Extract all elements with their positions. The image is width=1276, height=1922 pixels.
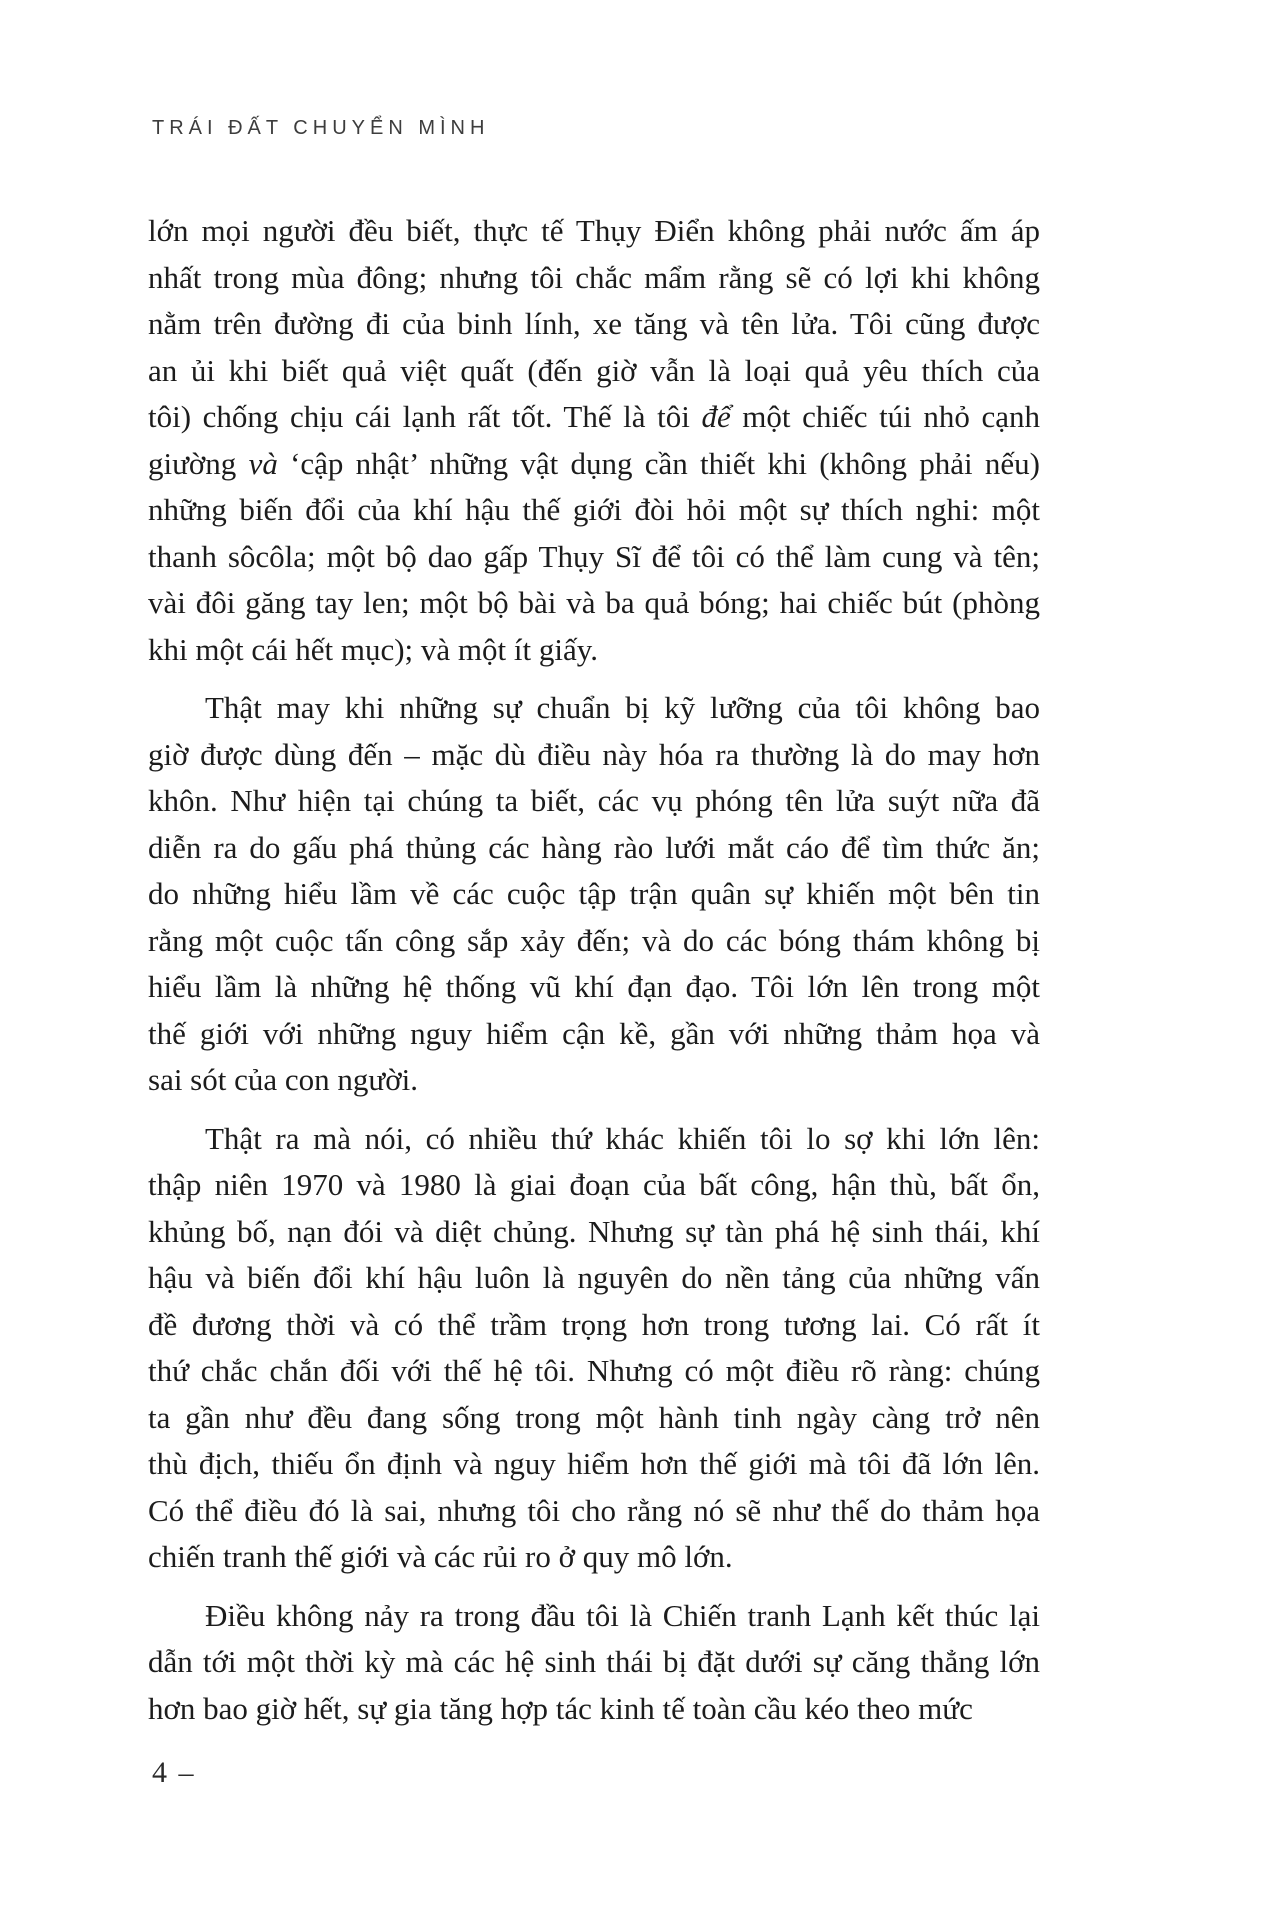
text-run: nằm trên đường đi của binh lính, xe tăng và tên lửa. Tôi cũng được: [148, 306, 1040, 341]
text-run: lớn mọi người đều biết, thực tế Thụy Điển không phải nước ấm áp: [148, 213, 1040, 248]
text-run: một chiếc túi nhỏ cạnh: [730, 399, 1040, 434]
text-line: [148, 208, 1040, 255]
text-run: những biến đổi của khí hậu thế giới đòi hỏi một sự thích nghi: một: [148, 492, 1040, 527]
text-line: [148, 1593, 1040, 1640]
text-line: [148, 918, 1040, 965]
text-line: [148, 348, 1040, 395]
text-run: thanh sôcôla; một bộ dao gấp Thụy Sĩ để tôi có thể làm cung và tên;: [148, 538, 1040, 574]
text-line: [148, 1209, 1040, 1256]
text-line: [148, 301, 1040, 348]
paragraph: [148, 208, 1040, 673]
text-run: vài đôi găng tay len; một bộ bài và ba quả bóng; hai chiếc bút (phòng: [148, 585, 1040, 620]
text-line: [148, 685, 1040, 732]
text-run: giờ được dùng đến – mặc dù điều này hóa ra thường là do may hơn: [148, 736, 1040, 772]
text-line: [148, 255, 1040, 302]
text-run: tôi) chống chịu cái lạnh rất tốt. Thế là tôi: [148, 399, 702, 434]
text-line: [148, 778, 1040, 825]
text-line: [148, 441, 1040, 488]
text-line: [148, 394, 1040, 441]
text-run: an ủi khi biết quả việt quất (đến giờ vẫn là loại quả yêu thích của: [148, 352, 1040, 388]
text-run: thập niên 1970 và 1980 là giai đoạn của bất công, hận thù, bất ổn,: [148, 1167, 1040, 1202]
text-run: hiểu lầm là những hệ thống vũ khí đạn đạo. Tôi lớn lên trong một: [148, 969, 1040, 1004]
text-run: do những hiểu lầm về các cuộc tập trận quân sự khiến một bên tin: [148, 876, 1040, 911]
emphasized-text: để: [701, 399, 731, 434]
text-line: [148, 1255, 1040, 1302]
text-run: Thật ra mà nói, có nhiều thứ khác khiến tôi lo sợ khi lớn lên:: [205, 1120, 1040, 1156]
body-text: [148, 208, 1040, 1732]
text-line: [148, 580, 1040, 627]
text-run: hậu và biến đổi khí hậu luôn là nguyên do nền tảng của những vấn: [148, 1260, 1040, 1295]
paragraph: [148, 685, 1040, 1104]
running-head: TRÁI ĐẤT CHUYỂN MÌNH: [152, 117, 490, 139]
text-line: [148, 1686, 1040, 1733]
text-line: [148, 534, 1040, 581]
text-line: [148, 487, 1040, 534]
text-line: [148, 1348, 1040, 1395]
text-run: thứ chắc chắn đối với thế hệ tôi. Nhưng có một điều rõ ràng: chúng: [148, 1353, 1040, 1388]
text-run: giường: [148, 445, 249, 481]
text-line: [148, 732, 1040, 779]
paragraph: [148, 1116, 1040, 1581]
text-run: dẫn tới một thời kỳ mà các hệ sinh thái bị đặt dưới sự căng thẳng lớn: [148, 1644, 1040, 1679]
text-run: chiến tranh thế giới và các rủi ro ở quy mô lớn.: [148, 1539, 733, 1574]
text-line: [148, 1116, 1040, 1163]
text-run: Điều không nảy ra trong đầu tôi là Chiến tranh Lạnh kết thúc lại: [205, 1597, 1040, 1633]
text-run: rằng một cuộc tấn công sắp xảy đến; và do các bóng thám không bị: [148, 922, 1040, 958]
text-line: [148, 1302, 1040, 1349]
text-run: thù địch, thiếu ổn định và nguy hiểm hơn thế giới mà tôi đã lớn lên.: [148, 1446, 1040, 1481]
text-run: ta gần như đều đang sống trong một hành tinh ngày càng trở nên: [148, 1399, 1040, 1435]
text-run: Thật may khi những sự chuẩn bị kỹ lưỡng của tôi không bao: [205, 690, 1040, 725]
text-line: [148, 964, 1040, 1011]
text-line: [148, 1534, 1040, 1581]
page-footer: [152, 1758, 196, 1788]
text-run: hơn bao giờ hết, sự gia tăng hợp tác kinh tế toàn cầu kéo theo mức: [148, 1690, 973, 1726]
text-run: thế giới với những nguy hiểm cận kề, gần với những thảm họa và: [148, 1015, 1040, 1051]
text-run: Có thể điều đó là sai, nhưng tôi cho rằng nó sẽ như thế do thảm họa: [148, 1492, 1040, 1528]
text-line: [148, 1395, 1040, 1442]
text-run: đề đương thời và có thể trầm trọng hơn trong tương lai. Có rất ít: [148, 1306, 1040, 1342]
text-run: khi một cái hết mục); và một ít giấy.: [148, 631, 598, 667]
text-run: khủng bố, nạn đói và diệt chủng. Nhưng sự tàn phá hệ sinh thái, khí: [148, 1213, 1040, 1249]
text-run: khôn. Như hiện tại chúng ta biết, các vụ phóng tên lửa suýt nữa đã: [148, 783, 1040, 818]
text-run: sai sót của con người.: [148, 1062, 418, 1097]
text-line: [148, 1057, 1040, 1104]
text-line: [148, 871, 1040, 918]
emphasized-text: và: [248, 445, 278, 481]
text-run: ‘cập nhật’ những vật dụng cần thiết khi (không phải nếu): [277, 445, 1040, 481]
text-run: nhất trong mùa đông; nhưng tôi chắc mẩm rằng sẽ có lợi khi không: [148, 259, 1040, 295]
text-line: [148, 1639, 1040, 1686]
text-line: [148, 1441, 1040, 1488]
text-line: [148, 1488, 1040, 1535]
page-number: 4 –: [152, 1756, 196, 1789]
text-line: [148, 1011, 1040, 1058]
paragraph: [148, 1593, 1040, 1733]
text-line: [148, 627, 1040, 674]
text-line: [148, 825, 1040, 872]
text-run: diễn ra do gấu phá thủng các hàng rào lưới mắt cáo để tìm thức ăn;: [148, 829, 1040, 865]
text-line: [148, 1162, 1040, 1209]
